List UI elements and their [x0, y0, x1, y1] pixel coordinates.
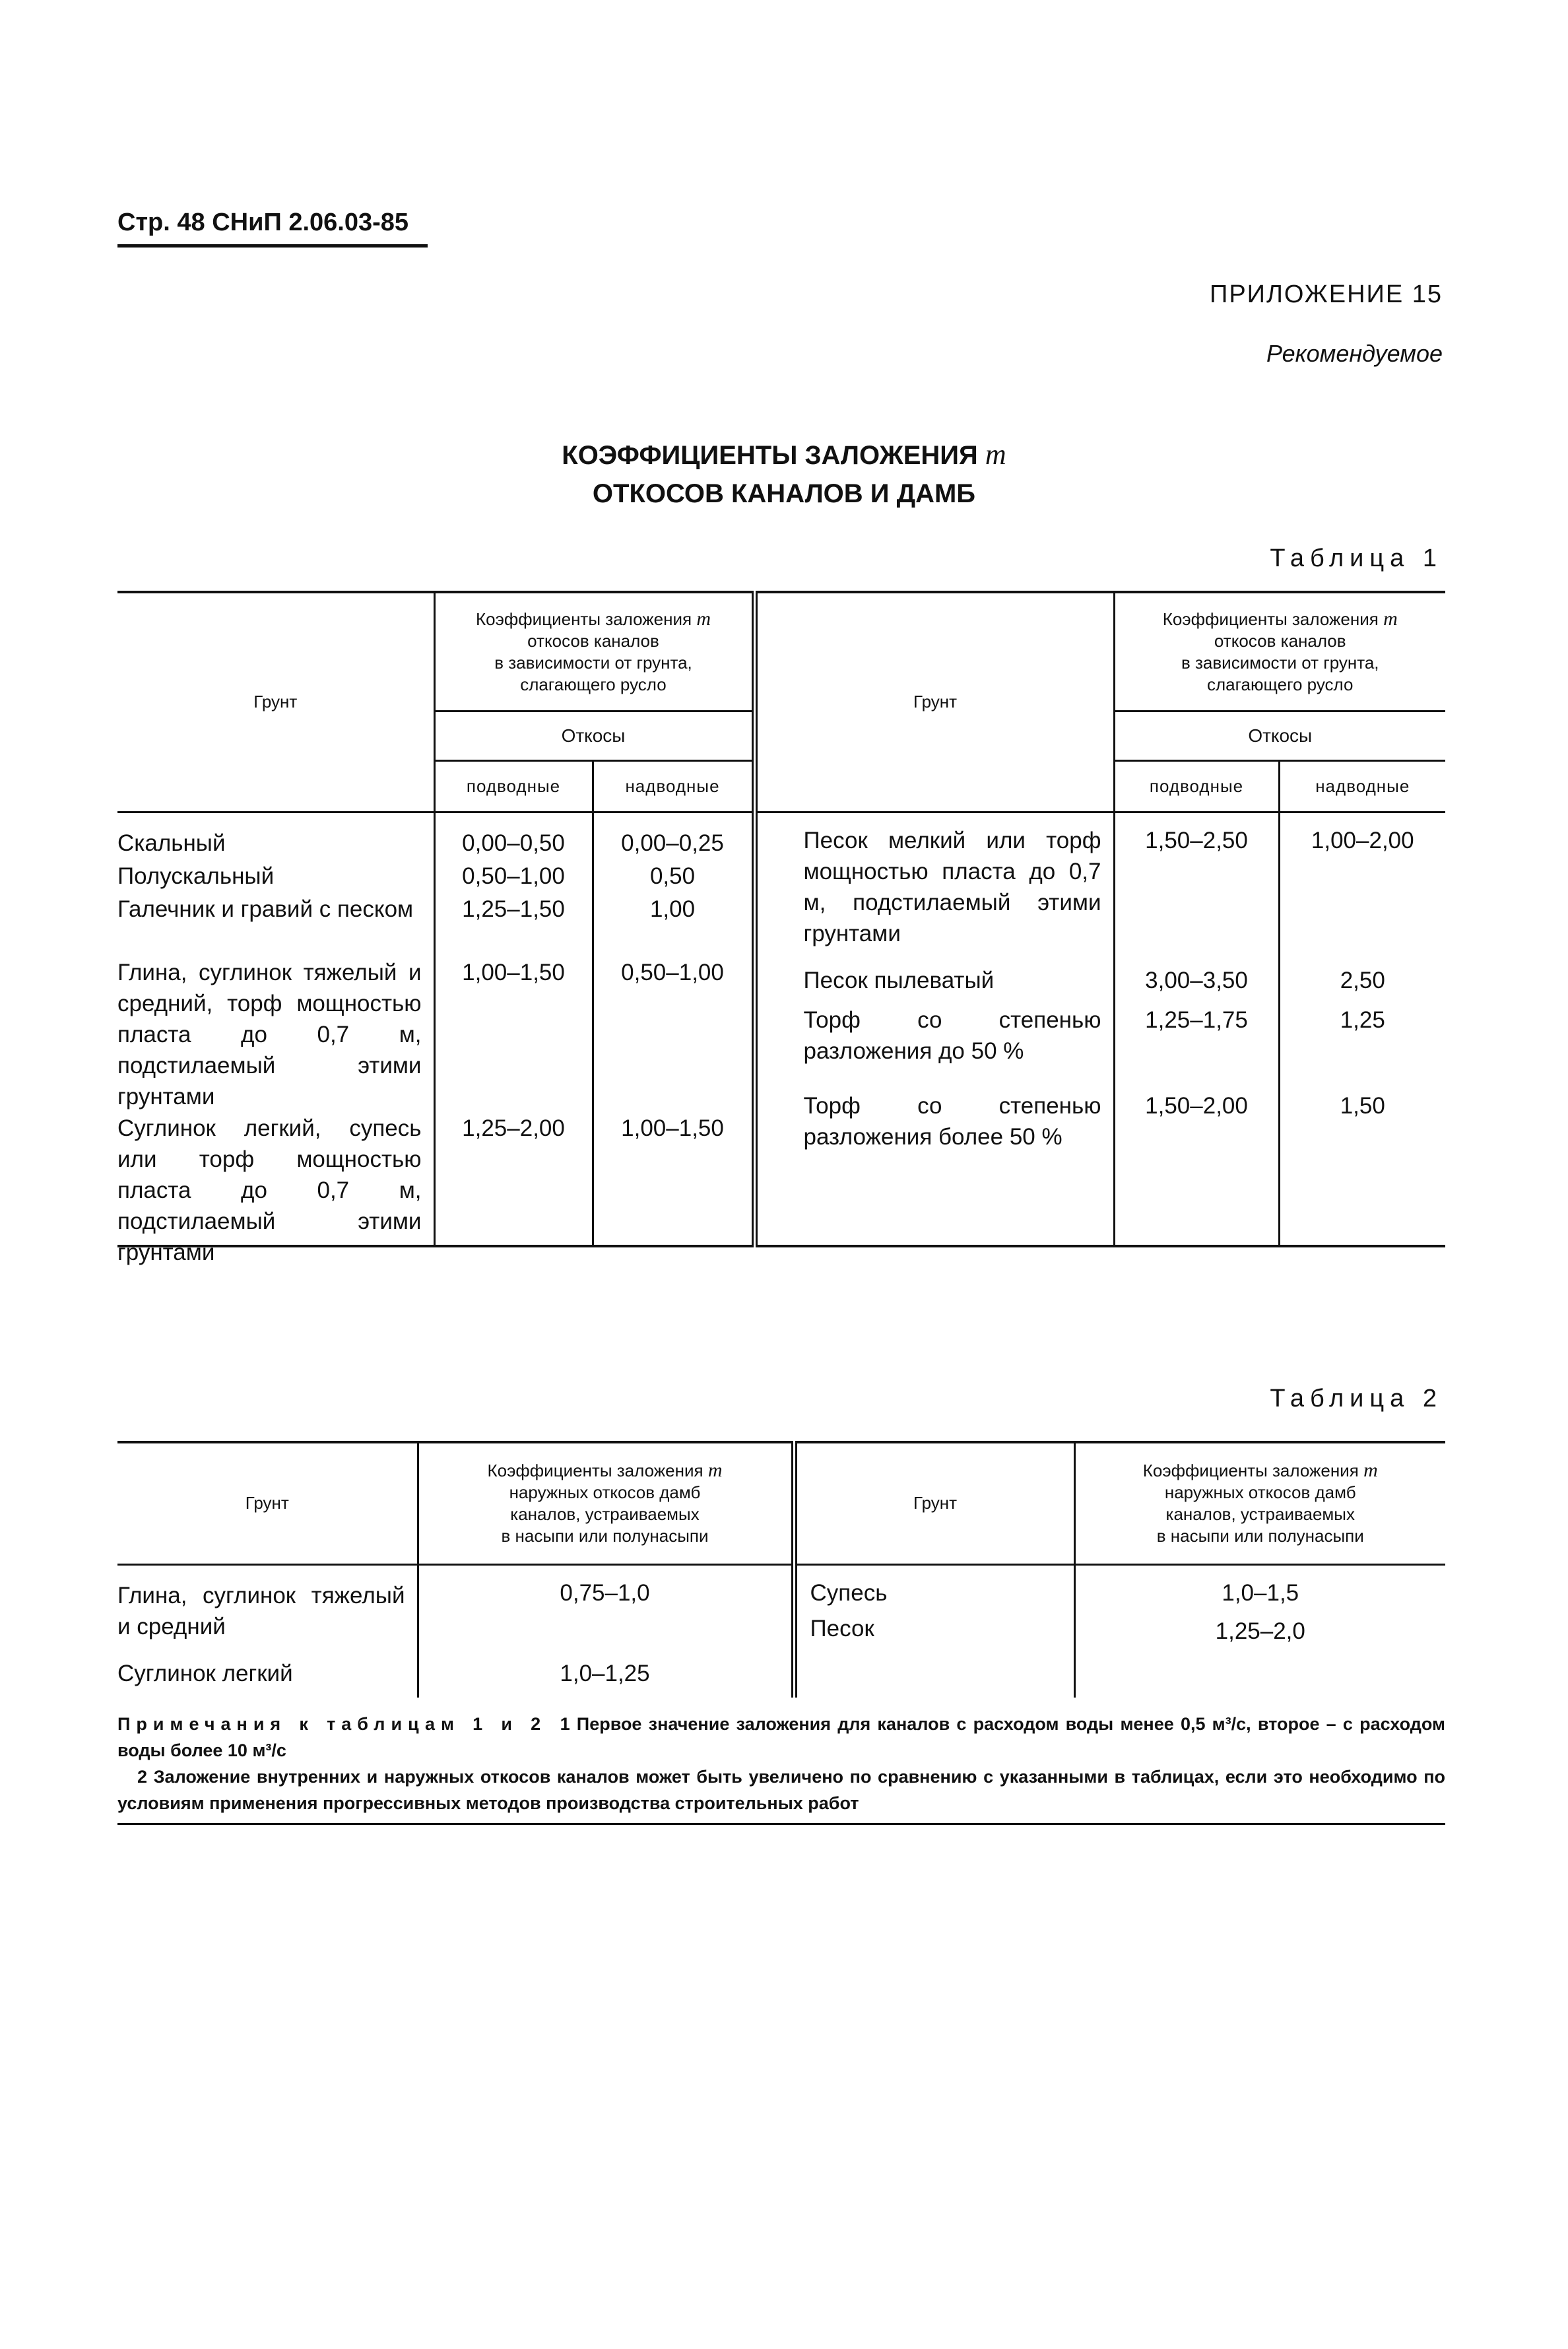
- table-row: Песок пылеватый: [803, 967, 995, 993]
- t1-right-under: 1,50–2,50 3,00–3,50 1,25–1,75 1,50–2,00: [1114, 812, 1279, 1246]
- table-2: [117, 1441, 1445, 1698]
- t2-col-soil-right: Грунт: [794, 1442, 1074, 1564]
- document-title: [0, 436, 1568, 513]
- table1-caption: Таблица 1: [1270, 545, 1443, 572]
- page-reference: Стр. 48 СНиП 2.06.03-85: [117, 209, 409, 236]
- t1-right-soils: [754, 812, 1114, 1246]
- t1-above-right: надводные: [1279, 760, 1445, 812]
- table-row: Суглинок легкий: [117, 1660, 293, 1686]
- notes-label: Примечания к таблицам 1 и 2: [117, 1714, 547, 1734]
- title-line-2: ОТКОСОВ КАНАЛОВ И ДАМБ: [592, 479, 976, 508]
- table-row: Глина, суглинок тяжелый и средний: [117, 1582, 405, 1639]
- table-row: Торф со степенью разложения более 50 %: [803, 1092, 1101, 1150]
- table-row: Галечник и гравий с песком: [117, 896, 414, 922]
- title-line-1: КОЭФФИЦИЕНТЫ ЗАЛОЖЕНИЯ: [562, 441, 978, 470]
- t2-left-soils: [117, 1564, 418, 1698]
- t1-slopes-left: Откосы: [434, 711, 754, 760]
- t1-under-right: подводные: [1114, 760, 1279, 812]
- table-1: [117, 591, 1445, 1265]
- t2-left-values: 0,75–1,0 1,0–1,25: [418, 1564, 794, 1698]
- note-2: 2 Заложение внутренних и наружных откосов каналов может быть увеличено по сравнению с указанными в таблицах, если это необходимо по условиям применения прогрессивных методов производства строительных работ: [117, 1767, 1445, 1813]
- table-row: Супесь: [810, 1579, 888, 1606]
- t2-right-soils: [794, 1564, 1074, 1698]
- t2-right-values: 1,0–1,5 1,25–2,0: [1215, 1579, 1305, 1644]
- table-row: Суглинок легкий, супесь или торф мощностью пласта до 0,7 м, подстилаемый этими грунтами: [117, 1115, 422, 1265]
- t2-col-soil-left: Грунт: [117, 1442, 418, 1564]
- table-row: Песок: [810, 1615, 874, 1641]
- table-row: Полускальный: [117, 863, 275, 889]
- t1-col-coef-left: Коэффициенты заложения m откосов каналов в зависимости от грунта, слагающего русло: [434, 592, 754, 711]
- t2-col-coef-left: Коэффициенты заложения m наружных откосов дамб каналов, устраиваемых в насыпи или полунасыпи: [418, 1442, 794, 1564]
- appendix-label: ПРИЛОЖЕНИЕ 15: [1210, 281, 1443, 308]
- notes-rule: [117, 1823, 1445, 1825]
- table-row: Скальный: [117, 830, 226, 856]
- appendix-status: Рекомендуемое: [1266, 340, 1443, 367]
- t1-left-under: 0,00–0,50 0,50–1,00 1,25–1,50 1,00–1,50 1,25–2,00: [434, 812, 593, 1246]
- note-1: Примечания к таблицам 1 и 2 1 Первое значение заложения для каналов с расходом воды менее 0,5 м³/с, второе – с расходом воды более 10 м³/с: [117, 1714, 1445, 1760]
- t1-above-left: надводные: [593, 760, 754, 812]
- t1-col-soil-left: Грунт: [117, 592, 434, 812]
- title-symbol: m: [985, 438, 1006, 471]
- t1-under-left: подводные: [434, 760, 593, 812]
- table2-caption: Таблица 2: [1270, 1385, 1443, 1412]
- t1-col-coef-right: Коэффициенты заложения m откосов каналов в зависимости от грунта, слагающего русло: [1114, 592, 1445, 711]
- t1-slopes-right: Откосы: [1114, 711, 1445, 760]
- table-row: Песок мелкий или торф мощностью пласта до 0,7 м, подстилаемый этими грунтами: [803, 827, 1101, 946]
- t1-left-above: 0,00–0,25 0,50 1,00 0,50–1,00 1,00–1,50: [593, 812, 754, 1246]
- table-row: Глина, суглинок тяжелый и средний, торф мощностью пласта до 0,7 м, подстилаемый этими грунтами: [117, 959, 422, 1109]
- t1-col-soil-right: Грунт: [754, 592, 1114, 812]
- table-row: Торф со степенью разложения до 50 %: [803, 1007, 1101, 1064]
- header-rule: [117, 244, 428, 248]
- t1-right-above: 1,00–2,00 2,50 1,25 1,50: [1279, 812, 1445, 1246]
- t1-left-soils: [117, 812, 434, 1265]
- t2-col-coef-right: Коэффициенты заложения m наружных откосов дамб каналов, устраиваемых в насыпи или полунасыпи: [1074, 1442, 1445, 1564]
- table-notes: [117, 1711, 1445, 1816]
